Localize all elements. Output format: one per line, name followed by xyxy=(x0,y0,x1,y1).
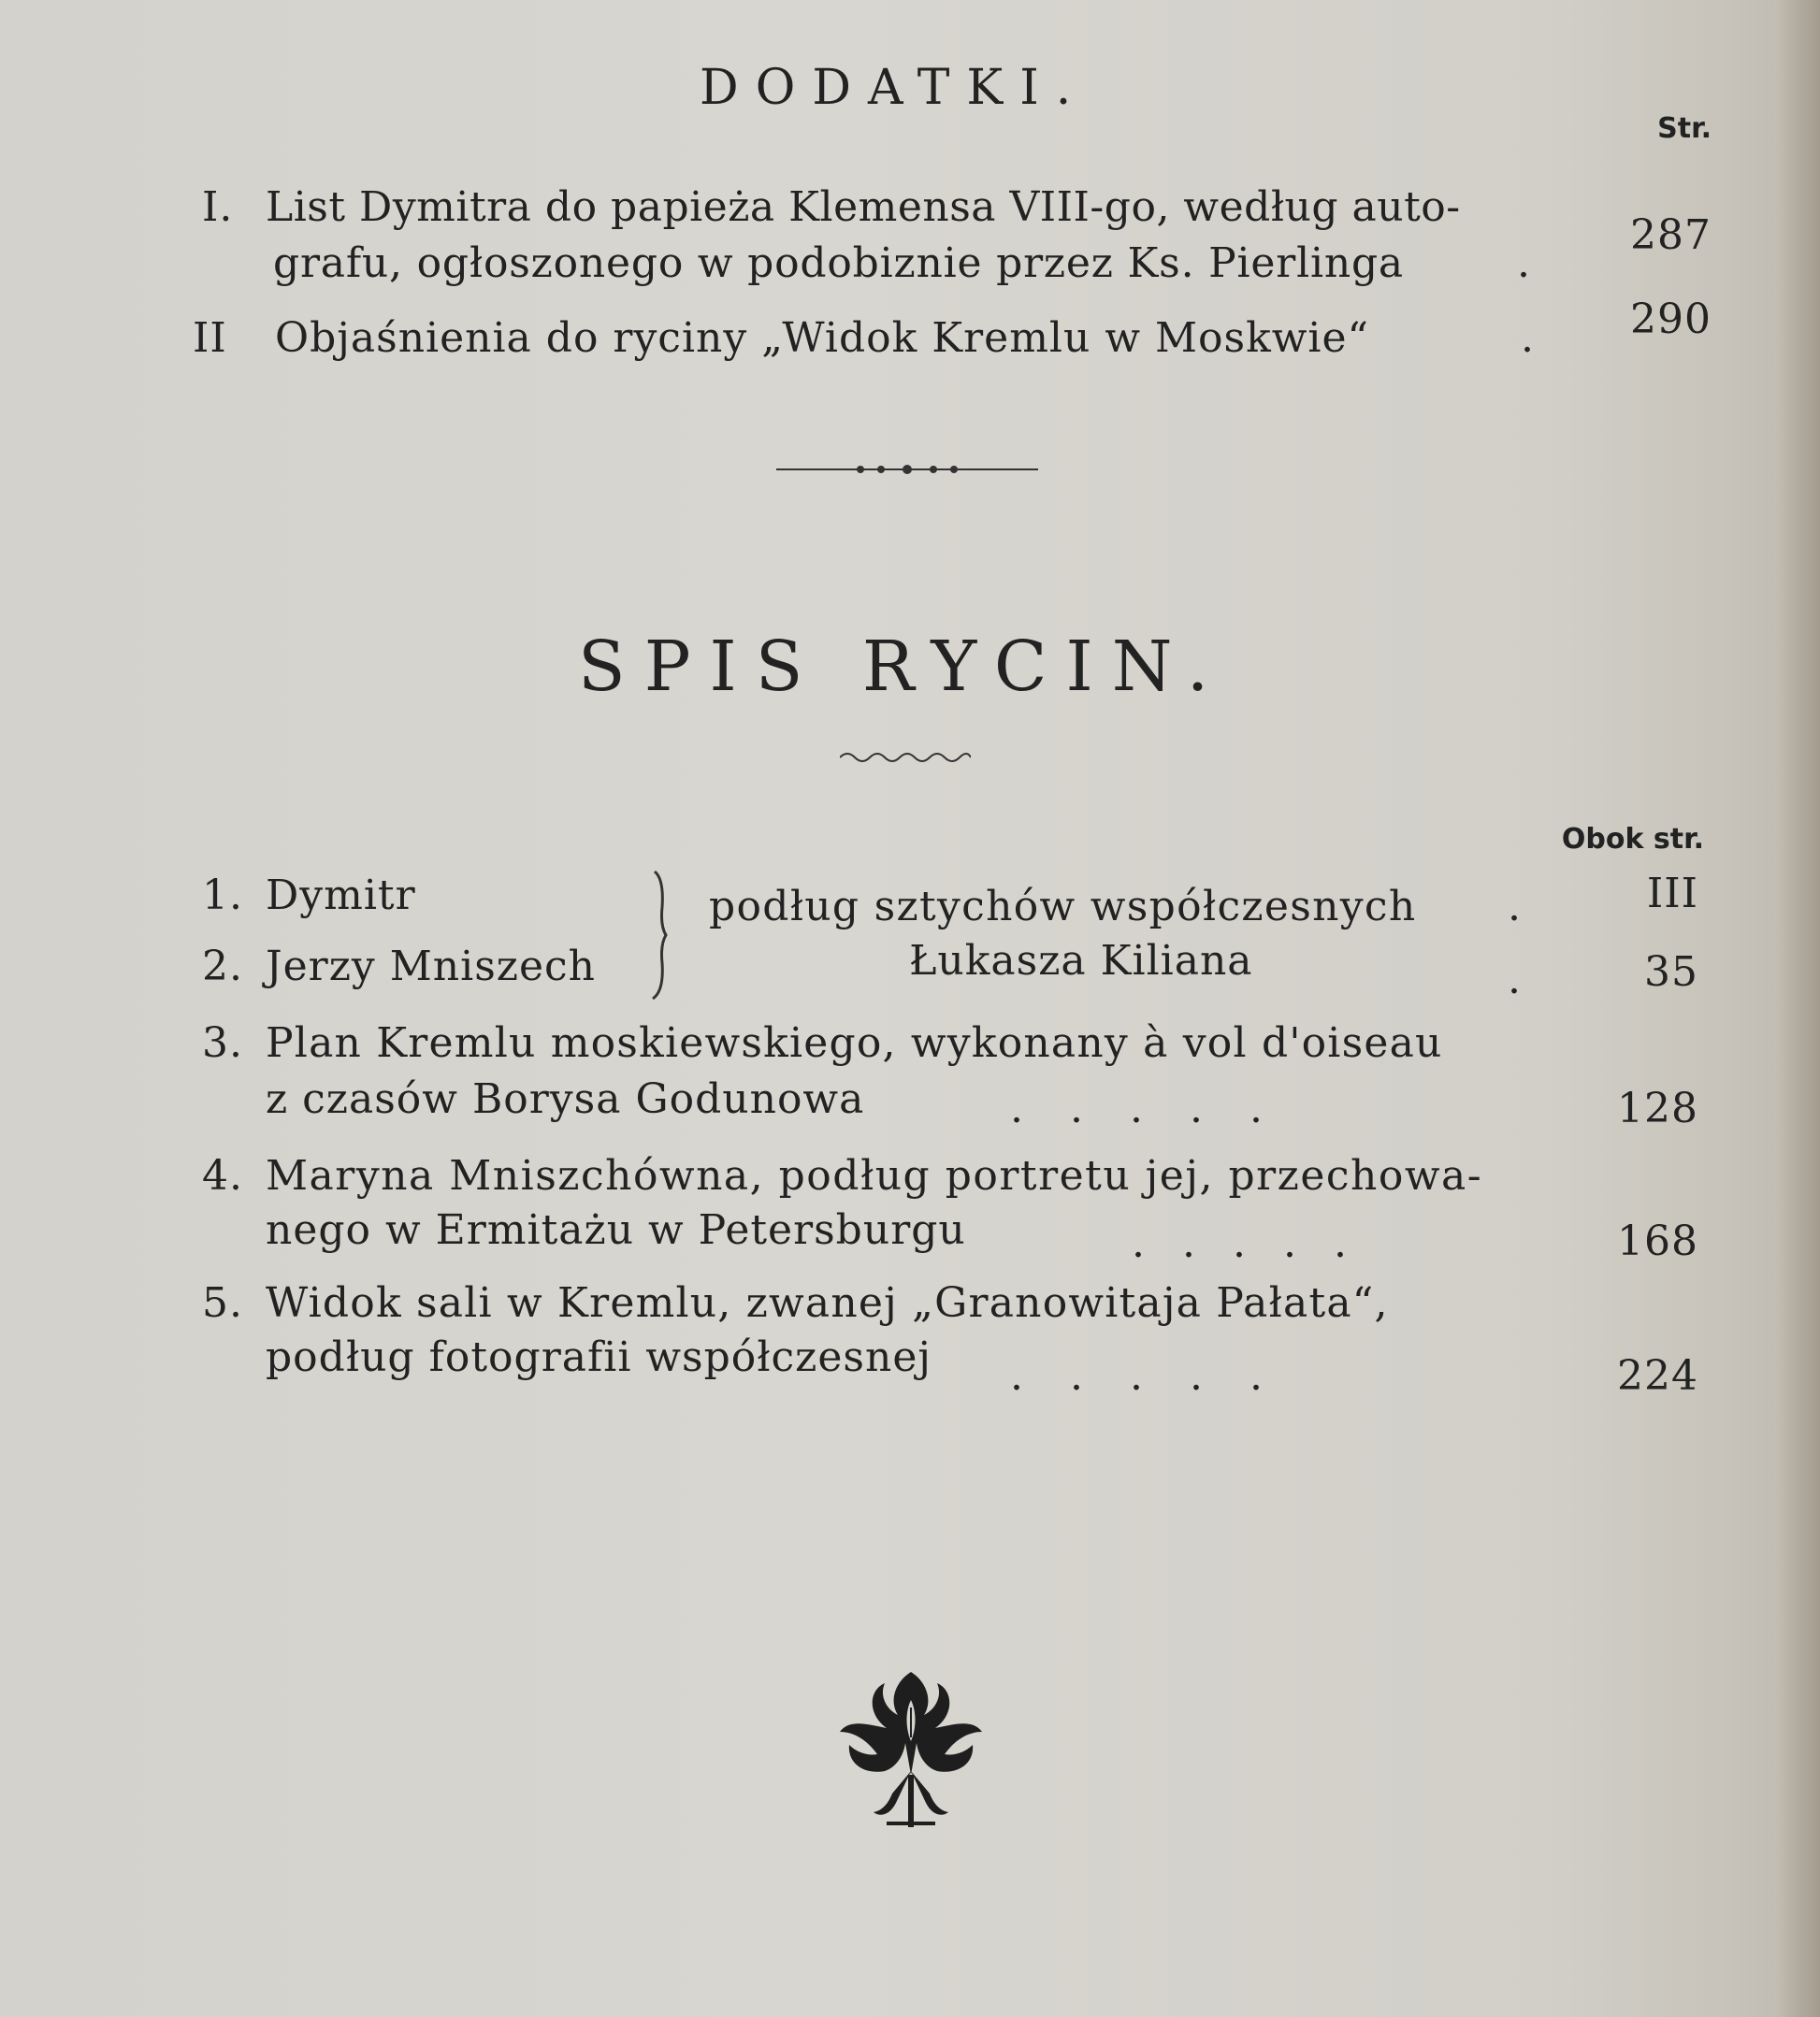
dodatki-heading: DODATKI. xyxy=(700,60,1089,116)
rycina-5-line2: podług fotografii współczesnej xyxy=(266,1333,932,1381)
fleuron-ornament-icon xyxy=(831,1663,991,1833)
dodatki-entry-1-line1: List Dymitra do papieża Klemensa VIII-go, według auto- xyxy=(266,183,1461,231)
rycina-5-numeral: 5. xyxy=(202,1279,243,1327)
rycina-5-leader: ..... xyxy=(1010,1352,1309,1400)
dodatki-page-column-label: Str. xyxy=(1657,112,1712,145)
wave-ornament-icon xyxy=(840,748,971,767)
rycina-1-numeral: 1. xyxy=(202,872,243,919)
rycina-brace-text-line1: podług sztychów współczesnych xyxy=(709,883,1417,930)
rycina-4-line1: Maryna Mniszchówna, podług portretu jej, przechowa- xyxy=(266,1152,1483,1200)
dodatki-entry-1-numeral: I. xyxy=(202,183,234,231)
rycina-3-line2: z czasów Borysa Godunowa xyxy=(266,1075,865,1123)
rycina-4-page: 168 xyxy=(1617,1217,1698,1265)
rycina-4-numeral: 4. xyxy=(202,1152,243,1200)
spis-rycin-page-column-label: Obok str. xyxy=(1561,823,1704,856)
rycina-4-leader: ..... xyxy=(1132,1219,1384,1267)
spis-rycin-heading: SPIS RYCIN. xyxy=(578,627,1228,707)
rycina-2-numeral: 2. xyxy=(202,943,243,990)
decorative-rule-icon xyxy=(776,458,1038,481)
rycina-brace-text-line2: Łukasza Kiliana xyxy=(909,937,1253,985)
book-spine xyxy=(1773,0,1820,2017)
rycina-5-line1: Widok sali w Kremlu, zwanej „Granowitaja Pałata“, xyxy=(266,1279,1389,1327)
dodatki-entry-2-leader: . xyxy=(1521,314,1535,362)
dodatki-entry-2-page: 290 xyxy=(1630,295,1712,343)
dodatki-entry-1-leader: . xyxy=(1517,239,1531,287)
brace-icon xyxy=(645,870,673,1001)
rycina-5-page: 224 xyxy=(1617,1352,1698,1400)
rycina-2-leader: . xyxy=(1508,956,1522,1003)
dodatki-entry-1-line2: grafu, ogłoszonego w podobiznie przez Ks. Pierlinga xyxy=(273,239,1404,287)
rycina-3-numeral: 3. xyxy=(202,1019,243,1067)
rycina-3-page: 128 xyxy=(1617,1085,1698,1132)
rycina-3-leader: ..... xyxy=(1010,1085,1309,1132)
rycina-1-leader: . xyxy=(1508,883,1522,930)
rycina-2-page: 35 xyxy=(1644,948,1698,996)
dodatki-entry-1-page: 287 xyxy=(1630,211,1712,259)
rycina-2-name: Jerzy Mniszech xyxy=(266,943,596,990)
rycina-3-line1: Plan Kremlu moskiewskiego, wykonany à vol d'oiseau xyxy=(266,1019,1443,1067)
dodatki-entry-2-numeral: II xyxy=(193,314,227,362)
rycina-4-line2: nego w Ermitażu w Petersburgu xyxy=(266,1206,966,1254)
rycina-1-name: Dymitr xyxy=(266,872,416,919)
dodatki-entry-2-line1: Objaśnienia do ryciny „Widok Kremlu w Moskwie“ xyxy=(275,314,1370,362)
rycina-1-page: III xyxy=(1646,870,1698,917)
